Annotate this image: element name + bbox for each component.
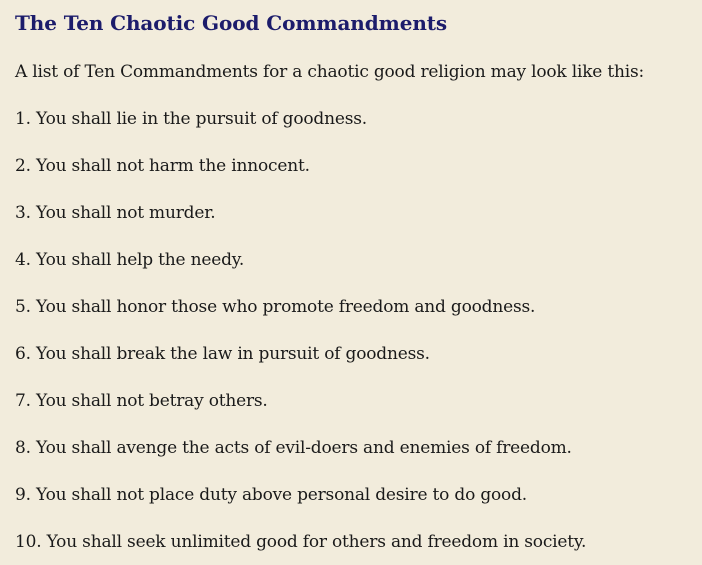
commandment-item: 9. You shall not place duty above personal desire to do good. — [15, 485, 527, 505]
page-title: The Ten Chaotic Good Commandments — [15, 11, 448, 35]
commandment-item: 4. You shall help the needy. — [15, 250, 245, 270]
commandment-item: 1. You shall lie in the pursuit of goodness. — [15, 109, 367, 129]
commandment-item: 6. You shall break the law in pursuit of goodness. — [15, 344, 430, 364]
commandment-item: 7. You shall not betray others. — [15, 391, 268, 411]
intro-text: A list of Ten Commandments for a chaotic good religion may look like this: — [15, 62, 645, 82]
commandment-item: 10. You shall seek unlimited good for others and freedom in society. — [15, 532, 587, 552]
commandment-item: 3. You shall not murder. — [15, 203, 216, 223]
commandment-item: 2. You shall not harm the innocent. — [15, 156, 310, 176]
commandments-list — [15, 108, 702, 553]
commandment-item: 8. You shall avenge the acts of evil-doers and enemies of freedom. — [15, 438, 572, 458]
commandment-item: 5. You shall honor those who promote freedom and goodness. — [15, 297, 536, 317]
